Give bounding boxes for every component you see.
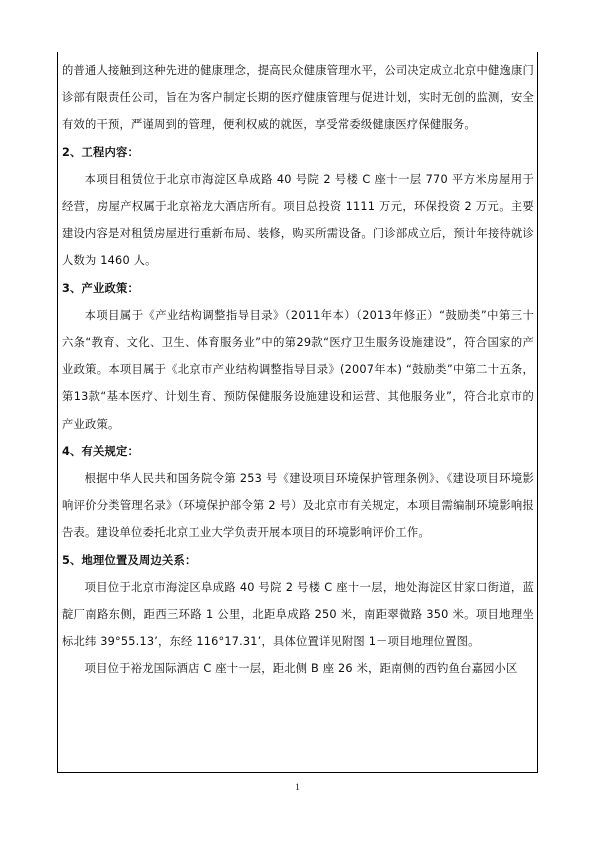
section-paragraph: 本项目属于《产业结构调整指导目录》（2011年本）（2013年修正）“鼓励类”中第三十六条“教育、文化、卫生、体育服务业”中的第29款“医疗卫生服务设施建设”，符合国家的产业政策。本项目属于《北京市产业结构调整指导目录》(2007年本) “鼓励类”中第二十五条，第13款“基本医疗、计划生育、预防保健服务设施建设和运营、其他服务业”，符合北京市的产业政策。	[62, 308, 534, 431]
continuation-paragraph: 的普通人接触到这种先进的健康理念，提高民众健康管理水平，公司决定成立北京中健逸康门诊部有限责任公司，旨在为客户制定长期的医疗健康管理与促进计划，实时无创的监测，安全有效的干预，严谨周到的管理，便利权威的就医，享受常委级健康医疗保健服务。	[62, 64, 534, 132]
section-paragraph: 项目位于裕龙国际酒店 C 座十一层，距北侧 B 座 26 米，距南侧的西钓鱼台嘉园小区	[84, 662, 518, 676]
section-paragraph: 根据中华人民共和国务院令第 253 号《建设项目环境保护管理条例》、《建设项目环境影响评价分类管理名录》（环境保护部令第 2 号）及北京市有关规定，本项目需编制环境影响报告表。建设单位委托北京工业大学负责开展本项目的环境影响评价工作。	[62, 472, 534, 540]
section-paragraph: 项目位于北京市海淀区阜成路 40 号院 2 号楼 C 座十一层，地处海淀区甘家口街道，蓝靛厂南路东侧，距西三环路 1 公里，北距阜成路 250 米，南距翠微路 350 米。项目地理坐标北纬 39°55.13’，东经 116°17.31’，具体位置详见附图 1－项目地理位置图。	[62, 580, 534, 649]
document-body	[62, 57, 534, 683]
section-heading-location: 5、地理位置及周边关系：	[62, 553, 197, 567]
section-heading-regulations: 4、有关规定：	[62, 444, 140, 458]
section-paragraph: 本项目租赁位于北京市海淀区阜成路 40 号院 2 号楼 C 座十一层 770 平方米房屋用于经营，房屋产权属于北京裕龙大酒店所有。项目总投资 1111 万元，环保投资 2 万元。主要建设内容是对租赁房屋进行重新布局、装修，购买所需设备。门诊部成立后，预计年接待就诊人数为 1460 人。	[62, 172, 534, 268]
page-number: 1	[295, 782, 300, 792]
section-heading-engineering: 2、工程内容：	[62, 145, 140, 159]
section-heading-industry-policy: 3、产业政策：	[62, 281, 140, 295]
